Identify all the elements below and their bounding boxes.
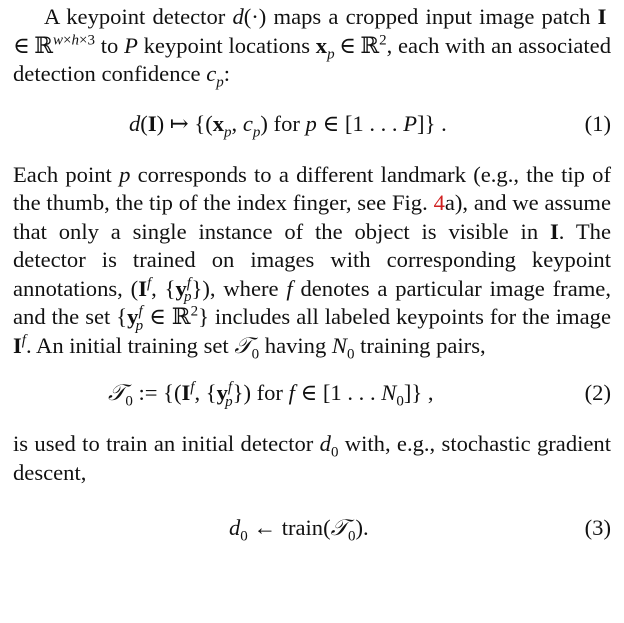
equation-2-number: (2) (584, 380, 611, 405)
equation-1-body: d(I) ↦ {($x_p$, $c_p$) for p ∈ [1 . . . P]} . (129, 110, 447, 141)
figure-reference-link[interactable]: 4 (433, 190, 445, 215)
paragraph-landmarks: Each point p corresponds to a different landmark (e.g., the tip of the thumb, the tip of the index finger, see Fig. 4a), and we assume that only a single instance of the object is visible in I. The detector is trained on images with corresponding keypoint annotations, ($I^f$, $\{y^f_p\}$), where f denotes a particular image frame, and the set {$y^f_p$ ∈ ℝ$^2$} includes all labeled keypoints for the image $I^f$. An initial training set 𝒯$_0$ having $N_0$ training pairs, (13, 161, 612, 363)
paragraph-keypoint-detector: A keypoint detector d(·) maps a cropped input image patch I ∈ ℝ$^{w\times h\times 3}$ to P keypoint locations $x_p$ ∈ ℝ$^2$, each with an associated detection confidence $c_p$: (13, 4, 611, 91)
equation-3 (13, 509, 611, 549)
equation-2-body: 𝒯$_0$ := {($I^f$, $\{y^f_p\}$) for f ∈ [1 . . . $N_0$]} , (108, 379, 434, 410)
equation-1-number: (1) (584, 110, 611, 136)
equation-3-number: (3) (584, 515, 611, 540)
paragraph-initial-training: is used to train an initial detector $d_0$ with, e.g., stochastic gradient descent, (13, 431, 612, 485)
equation-3-body: $d_0$ ← train(𝒯$_0$). (229, 515, 369, 545)
paper-text-block (13, 0, 611, 549)
equation-2 (13, 374, 611, 414)
equation-1 (13, 105, 611, 145)
